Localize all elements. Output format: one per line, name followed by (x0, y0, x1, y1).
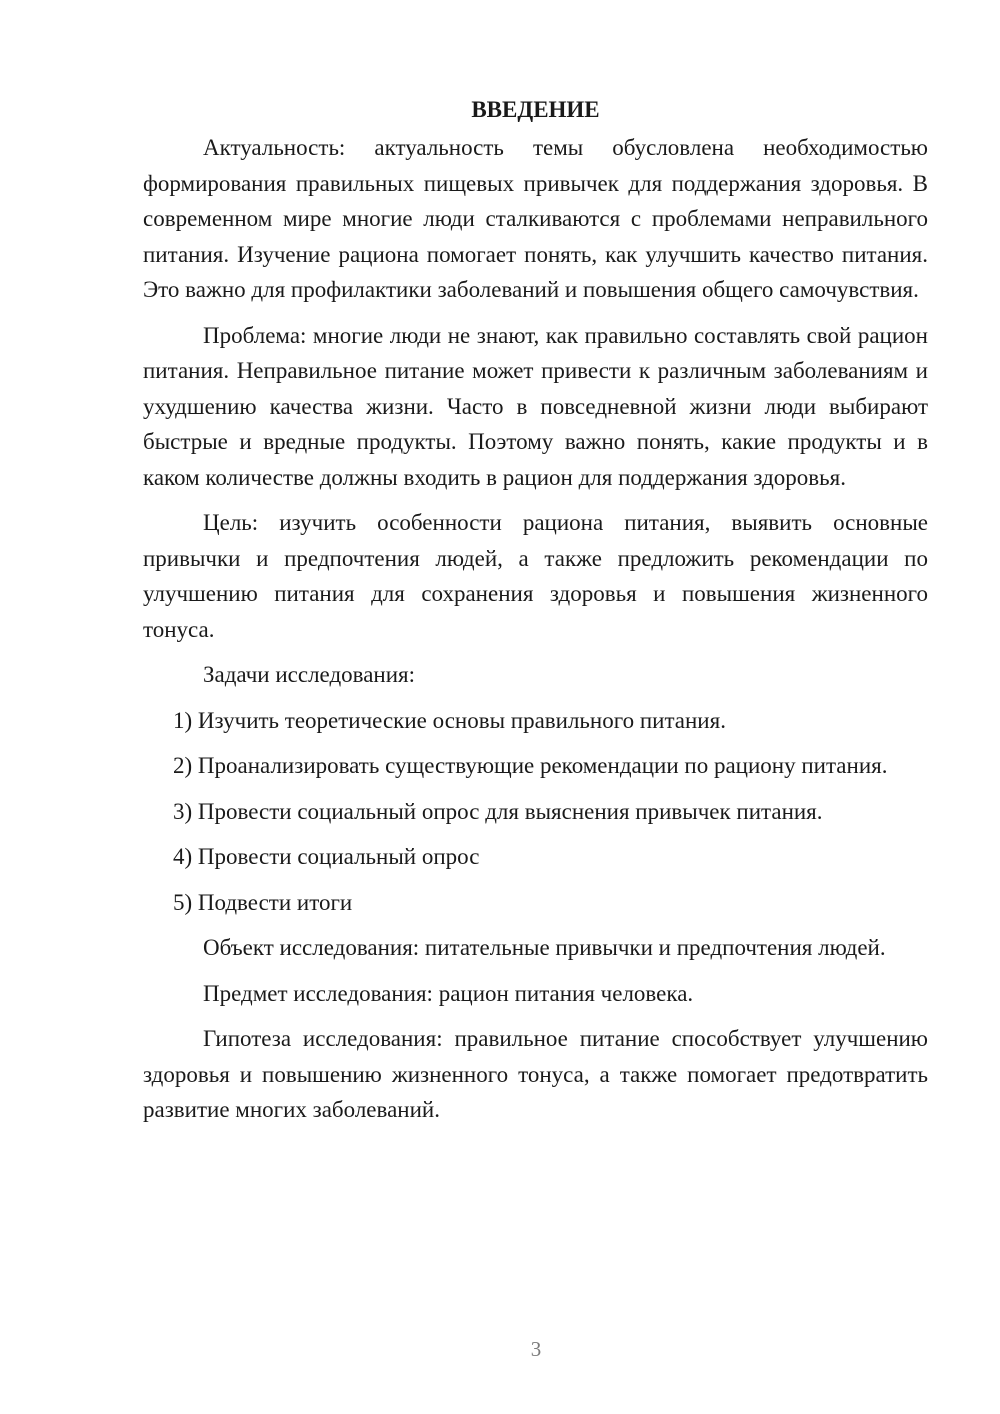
paragraph-problem: Проблема: многие люди не знают, как правильно составлять свой рацион питания. Неправильное питание может привести к различным заболеваниям и ухудшению качества жизни. Часто в повседневной жизни люди выбирают быстрые и вредные продукты. Поэтому важно понять, какие продукты и в каком количестве должны входить в рацион для поддержания здоровья. (143, 322, 928, 490)
task-item-3: 3) Провести социальный опрос для выяснения привычек питания. (173, 798, 823, 824)
page-title: ВВЕДЕНИЕ (471, 97, 600, 122)
task-item-4: 4) Провести социальный опрос (173, 844, 480, 869)
paragraph-goal: Цель: изучить особенности рациона питания, выявить основные привычки и предпочтения людей, а также предложить рекомендации по улучшению питания для сохранения здоровья и повышения жизненного тонуса. (143, 510, 928, 642)
task-item-1: 1) Изучить теоретические основы правильного питания. (173, 707, 726, 733)
paragraph-object: Объект исследования: питательные привычки и предпочтения людей. (203, 935, 886, 960)
paragraph-subject: Предмет исследования: рацион питания человека. (203, 980, 694, 1006)
paragraph-tasks-heading: Задачи исследования: (203, 662, 416, 687)
page-number: 3 (530, 1337, 542, 1361)
task-item-5: 5) Подвести итоги (173, 889, 353, 915)
page-content (143, 92, 928, 1128)
paragraph-hypothesis: Гипотеза исследования: правильное питание способствует улучшению здоровья и повышению жизненного тонуса, а также помогает предотвратить развитие многих заболеваний. (143, 1026, 928, 1122)
paragraph-relevance: Актуальность: актуальность темы обусловлена необходимостью формирования правильных пищевых привычек для поддержания здоровья. В современном мире многие люди сталкиваются с проблемами неправильного питания. Изучение рациона помогает понять, как улучшить качество питания. Это важно для профилактики заболеваний и повышения общего самочувствия. (143, 135, 928, 302)
task-item-2: 2) Проанализировать существующие рекомендации по рациону питания. (173, 753, 888, 778)
